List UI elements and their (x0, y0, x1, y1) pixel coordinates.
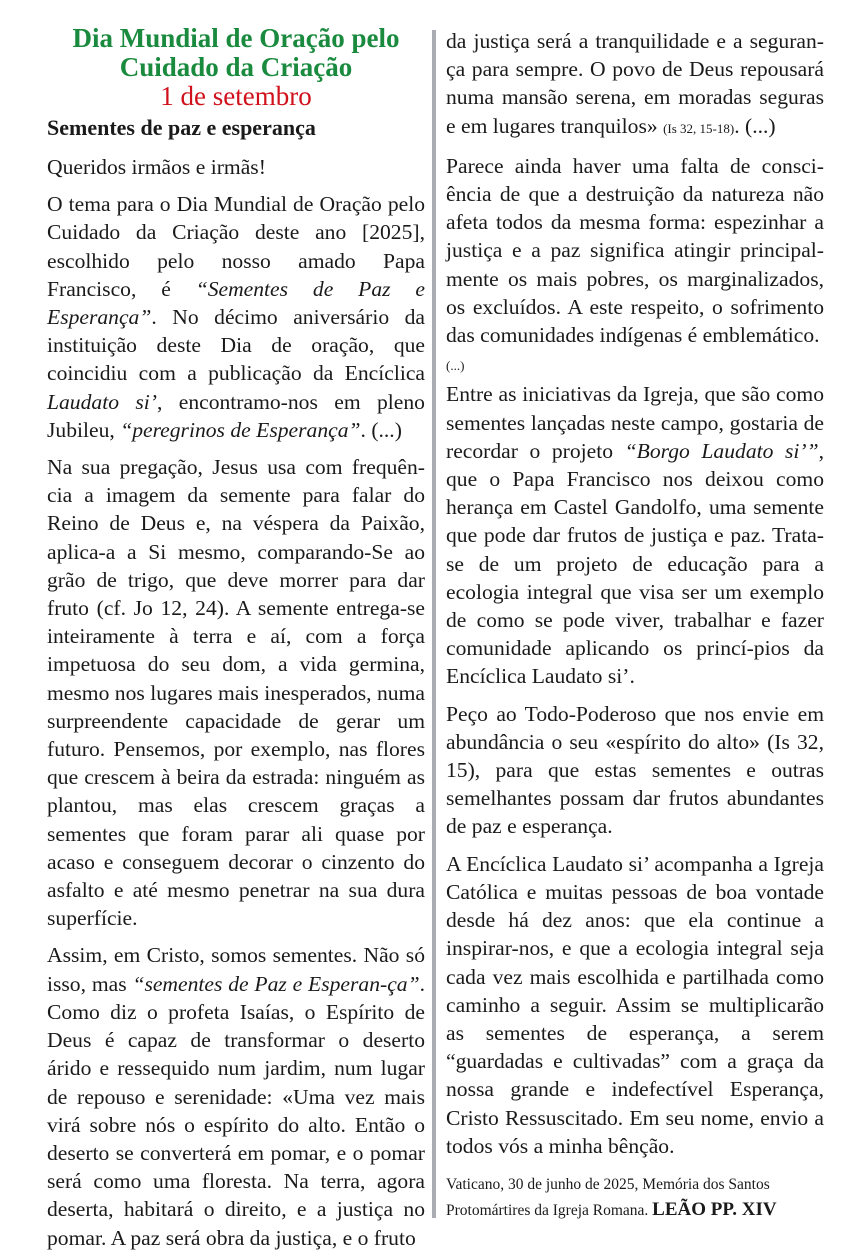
italic-quote: “Sementes de Paz e Esperança” (47, 276, 426, 330)
text-span: , encontramo-nos em pleno Jubileu, (47, 389, 425, 442)
italic-quote: “peregrinos de Esperança” (120, 417, 361, 442)
signature: LEÃO PP. XIV (652, 1198, 777, 1220)
text-span: . Como diz o profeta Isaías, o Espírito de Deus é capaz de transformar o deserto árido e ressequido num jardim, num lugar de repouso e serenidade: «Uma vez mais virá sobre nós o espírito do alto. Então o deserto se converterá em pomar, e o pomar será como uma floresta. Na terra, agora deserta, habitará o direito, e a justiça no pomar. A paz será obra da justiça, e o fruto (47, 971, 425, 1250)
paragraph-2: Na sua pregação, Jesus usa com frequên-cia a imagem da semente para falar do Reino de Deus e, na véspera da Paixão, aplica-a a Si mesmo, comparando-Se ao grão de trigo, que deve morrer para dar fruto (cf. Jo 12, 24). A semente entrega-se inteiramente à terra e aí, com a força impetuosa do seu dom, a vida germina, mesmo nos lugares mais inesperados, numa surpreendente capacidade de gerar um futuro. Pensemos, por exemplo, nas flores que crescem à beira da estrada: ninguém as plantou, mas elas crescem graças a sementes que foram parar ali quase por acaso e conseguem decorar o cinzento do asfalto e até mesmo penetrar na sua dura superfície. (47, 455, 425, 931)
text-span: Parece ainda haver uma falta de consci-ência de que a destruição da natureza não afeta todos da mesma forma: espezinhar a justiça e a paz significa atingir principal-mente os mais pobres, os marginalizados, os excluídos. A este respeito, o sofrimento das comunidades indígenas é emblemático. (446, 153, 824, 348)
right-column (446, 27, 824, 1223)
event-date: 1 de setembro (160, 81, 312, 111)
paragraph-1 (47, 190, 425, 444)
text-span: O tema para o Dia Mundial de Oração pelo Cuidado da Criação deste ano [2025], escolhido pelo nosso amado Papa Francisco, é (47, 192, 425, 301)
text-span: . (...) (360, 417, 402, 442)
left-column (47, 0, 425, 1252)
place-date: Vaticano, 30 de junho de 2025, Memória dos Santos Protomártires da Igreja Romana. (446, 1175, 770, 1219)
page-title (47, 24, 425, 82)
paragraph-4 (446, 152, 824, 381)
scripture-reference: (Is 32, 15-18) (663, 120, 735, 136)
text-span: da justiça será a tranquilidade e a seguran-ça para sempre. O povo de Deus repousará numa mansão serena, em moradas seguras e em lugares tranquilos» (446, 29, 824, 138)
text-span: Assim, em Cristo, somos sementes. Não só isso, mas (47, 943, 425, 996)
text-span: . No décimo aniversário da instituição deste Dia de oração, que coincidiu com a publicação da Encíclica (47, 305, 425, 386)
ellipsis: (...) (446, 358, 465, 374)
paragraph-3 (47, 941, 425, 1251)
text-span: , que o Papa Francisco nos deixou como herança em Castel Gandolfo, uma semente que pode dar frutos de justiça e paz. Trata-se de um projeto de educação para a ecologia integral que visa ser um exemplo de como se pode viver, trabalhar e fazer comunidade aplicando os princí-pios da Encíclica Laudato si’. (446, 438, 825, 689)
paragraph-6: Peço ao Todo-Poderoso que nos envie em abundância o seu «espírito do alto» (Is 32, 15), para que estas sementes e outras semelhantes possam dar frutos abundantes de paz e esperança. (446, 701, 824, 839)
italic-quote: “sementes de Paz e Esperan-ça” (132, 971, 420, 996)
signoff (446, 1172, 824, 1223)
paragraph-3-continued (446, 27, 824, 143)
text-span: Entre as iniciativas da Igreja, que são como sementes lançadas neste campo, gostaria de recordar o projeto (446, 382, 824, 463)
greeting: Queridos irmãos e irmãs! (47, 155, 266, 179)
text-span: . (...) (734, 113, 776, 138)
title-line-1: Dia Mundial de Oração pelo (72, 23, 400, 53)
column-divider (432, 30, 436, 1218)
subtitle: Sementes de paz e esperança (47, 115, 316, 140)
italic-quote: “Borgo Laudato si’” (624, 438, 819, 463)
paragraph-7: A Encíclica Laudato si’ acompanha a Igreja Católica e muitas pessoas de boa vontade desde há dez anos: que ela continue a inspirar-nos, e que a ecologia integral seja cada vez mais escolhida e partilhada como caminho a seguir. Assim se multiplicarão as sementes de esperança, a serem “guardadas e cultivadas” com a graça da nossa grande e indefectível Esperança, Cristo Ressuscitado. Em seu nome, envio a todos vós a minha bênção. (446, 851, 824, 1158)
italic-title: Laudato si’ (47, 389, 157, 414)
paragraph-5 (446, 380, 824, 690)
title-line-2: Cuidado da Criação (119, 52, 353, 82)
